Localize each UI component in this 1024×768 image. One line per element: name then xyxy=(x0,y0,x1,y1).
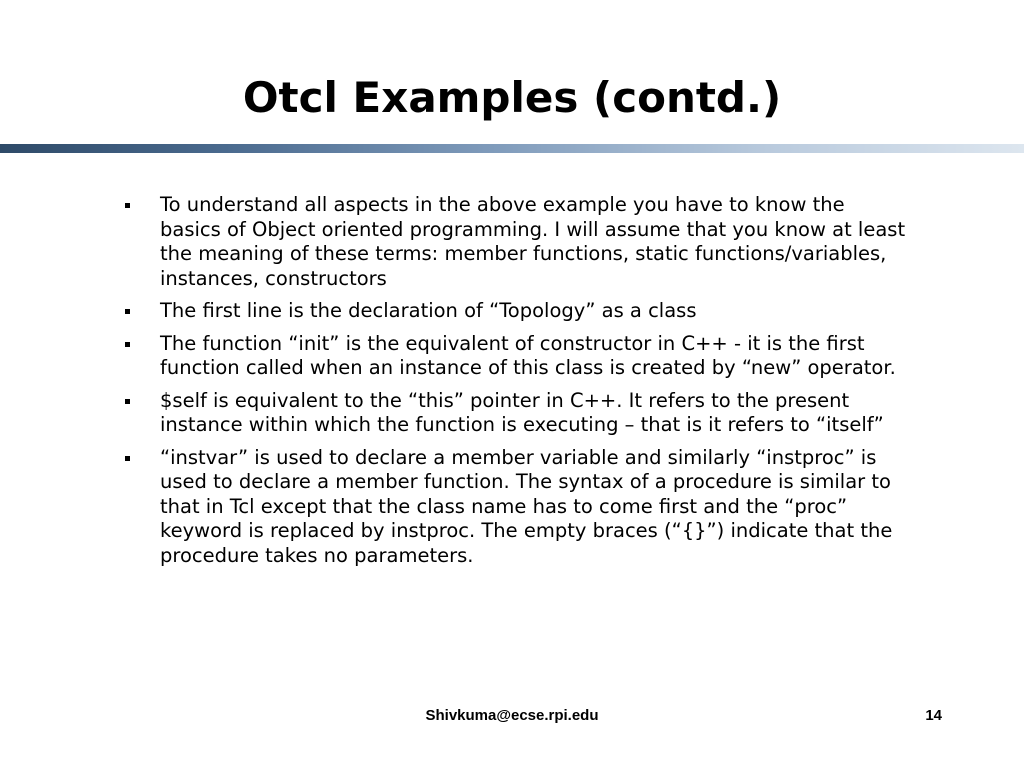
bullet-text: The function “init” is the equivalent of constructor in C++ - it is the first function called when an instance of this class is created by “new” operator. xyxy=(160,331,896,379)
square-bullet-icon xyxy=(125,342,130,347)
bullet-text: “instvar” is used to declare a member variable and similarly “instproc” is used to declare a member function. The syntax of a procedure is similar to that in Tcl except that the class name has to come first and the “proc” keyword is replaced by instproc. The empty braces (“{}”) indicate that the procedure takes no parameters. xyxy=(160,445,893,567)
bullet-item xyxy=(120,332,910,381)
footer-email: Shivkuma@ecse.rpi.edu xyxy=(425,707,599,724)
bullet-list xyxy=(120,193,910,576)
title-divider xyxy=(0,144,1024,153)
square-bullet-icon xyxy=(125,309,130,314)
square-bullet-icon xyxy=(125,203,130,208)
bullet-item xyxy=(120,389,910,438)
square-bullet-icon xyxy=(125,456,130,461)
square-bullet-icon xyxy=(125,399,130,404)
bullet-text: To understand all aspects in the above example you have to know the basics of Object oriented programming. I will assume that you know at least the meaning of these terms: member functions, static functions/variables, instances, constructors xyxy=(160,193,906,290)
bullet-item xyxy=(120,299,910,324)
bullet-text: The first line is the declaration of “Topology” as a class xyxy=(160,299,697,322)
bullet-item xyxy=(120,446,910,569)
page-number: 14 xyxy=(925,707,942,724)
bullet-text: $self is equivalent to the “this” pointer in C++. It refers to the present instance within which the function is executing – that is it refers to “itself” xyxy=(160,388,884,436)
bullet-item xyxy=(120,193,910,291)
slide-title: Otcl Examples (contd.) xyxy=(242,73,782,122)
